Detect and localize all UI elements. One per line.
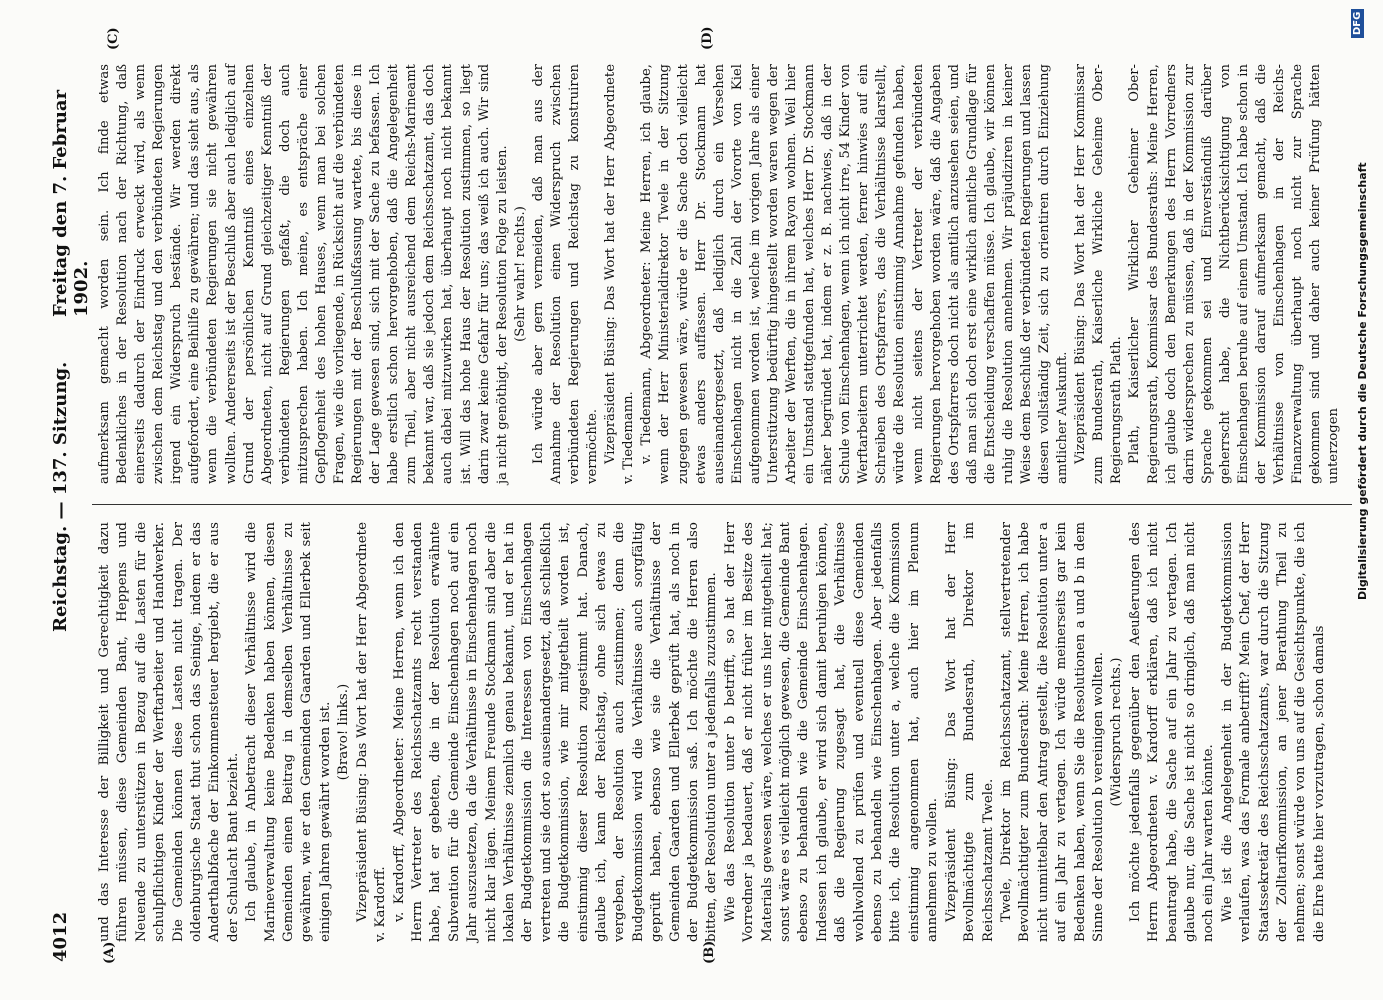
- marker-c: (C): [106, 27, 121, 50]
- paragraph: Ich würde aber gern vermeiden, daß man aus der Annahme der Resolution einen Widerspruch zwischen verbündeten Regierungen und Reichstag zu konstruiren vermöchte.: [530, 64, 601, 484]
- header-right-title: Freitag den 7. Februar 1902.: [50, 89, 92, 317]
- interjection: (Bravo! links.): [336, 683, 352, 781]
- dfg-logo: DFG: [1351, 9, 1364, 38]
- paragraph: Plath, Kaiserlicher Wirklicher Geheimer Ober-Regierungsrath, Kommissar des Bundesraths: Meine Herren, ich glaube doch den Bemerkungen des Herrn Vorredners darin widersprechen zu müssen, daß in der Kommission zur Sprache gekommen sei und Einverständniß darüber geherrscht habe, die Nichtberücksichtigung von Einschenhagen beruhe auf einem Umstand. Ich habe schon in der Kommission darauf aufmerksam gemacht, daß die Verhältnisse von Einschenhagen in der Reichs-Finanzverwaltung überhaupt noch nicht zur Sprache gekommen sind und daher auch keiner Prüfung hätten unterzogen: [1127, 64, 1342, 484]
- marker-b: (B): [702, 940, 717, 964]
- paragraph: v. Kardorff, Abgeordneter: Meine Herren, wenn ich den Herrn Vertreter des Reichsschatzamts recht verstanden habe, hat er gebeten, die in der Resolution erwähnte Subvention für die Gemeinde Einschenhagen noch auf ein Jahr auszusetzen, da die Verhältnisse in Einschenhagen noch nicht klar lägen. Meinem Freunde Stockmann sind aber die lokalen Verhältnisse ziemlich genau bekannt, und er hat in der Budgetkommission die Interessen von Einschenhagen vertreten und sie dort so auseinandergesetzt, daß schließlich die Budgetkommission, wie mir mitgetheilt worden ist, einstimmig dieser Resolution zugestimmt hat. Danach, glaube ich, kann der Reichstag, ohne sich etwas zu vergeben, der Resolution auch zustimmen; denn die Budgetkommission wird die Verhältnisse auch sorgfältig geprüft haben, ebenso wie sie die Verhältnisse der Gemeinden Gaarden und Ellerbek geprüft hat, als noch in der Budgetkommission saß. Ich möchte die Herren also bitten, der Resolution unter a jedenfalls zuzustimmen.: [391, 522, 720, 942]
- paragraph: und das Interesse der Billigkeit und Gerechtigkeit dazu führen müssen, diese Gemeinden Bant, Heppens und Neuende zu unterstützen in Bezug auf die Lasten für die schulpflichtigen Kinder der Werftarbeiter und Handwerker. Die Gemeinden können diese Lasten nicht tragen. Der oldenburgische Staat thut schon das Seinige, indem er das Anderthalbfache der Einkommensteuer hergiebt, die er aus der Schulacht Bant bezieht.: [97, 522, 241, 942]
- speaker-intro: Vizepräsident Büsing: Das Wort hat der Herr Abgeordnete v. Kardorff.: [354, 522, 389, 942]
- marker-d: (D): [700, 26, 715, 50]
- page-number: 4012: [50, 911, 71, 962]
- right-column: [96, 64, 1343, 484]
- paragraph: Wie das Resolution unter b betrifft, so hat der Herr Vorredner ja bedauert, daß er nicht früher im Besitze des Materials gewesen wäre, welches er uns hier mitgetheilt hat; sonst wäre es vielleicht möglich gewesen, die Gemeinde Bant ebenso zu behandeln wie die Gemeinde Einschenhagen. Indessen ich glaube, er wird sich damit beruhigen können, daß die Regierung zugesagt hat, die Verhältnisse wohlwollend zu prüfen und eventuell diese Gemeinden ebenso zu behandeln wie Einschenhagen. Aber jedenfalls bitte ich, die Resolution unter a, welche die Kommission einstimmig angenommen hat, auch hier im Plenum annehmen zu wollen.: [722, 522, 941, 942]
- column-divider: [92, 504, 1352, 505]
- paragraph: Ich glaube, in Anbetracht dieser Verhältnisse wird die Marineverwaltung keine Bedenken haben können, diesen Gemeinden einen Beitrag in demselben Verhältnisse zu gewähren, wie er den Gemeinden Gaarden und Ellerbek seit einigen Jahren gewährt worden ist.: [244, 522, 333, 942]
- paragraph: Wie ist die Angelegenheit in der Budgetkommission verlaufen, was das Formale anbetrifft? Mein Chef, der Herr Staatssekretär des Reichsschatzamts, war durch die Sitzung der Zolltarifkommission, an jener Berathung Theil zu nehmen; sonst würde von uns auf die Gesichtspunkte, die ich die Ehre hatte hier vorzutragen, schon damals: [1219, 522, 1327, 942]
- speaker-intro: Vizepräsident Büsing: Das Wort hat der Herr Bevollmächtigte zum Bundesrath, Direktor im Reichsschatzamt Twele.: [943, 522, 996, 942]
- digitization-credit: Digitalisierung gefördert durch die Deutsche Forschungsgemeinschaft: [1356, 162, 1369, 600]
- interjection: (Widerspruch rechts.): [1109, 657, 1125, 807]
- paragraph: v. Tiedemann, Abgeordneter: Meine Herren, ich glaube, wenn der Herr Ministerialdirektor Twele in der Sitzung zugegen gewesen wäre, würde er die Sache doch vielleicht etwas anders auffassen. Herr Dr. Stockmann hat auseinandergesetzt, daß lediglich durch ein Versehen Einschenhagen nicht in die Zahl der Vororte von Kiel aufgenommen worden ist, welche im vorigen Jahre als einer Unterstützung bedürftig hingestellt worden waren wegen der Arbeiter der Werften, die in ihrem Rayon wohnen. Weil hier ein Umstand stattgefunden hat, welches Herr Dr. Stockmann näher begründet hat, indem er z. B. nachwies, daß in der Schule von Einschenhagen, wenn ich nicht irre, 54 Kinder von Werftarbeitern unterrichtet werden, ferner hinwies auf ein Schreiben des Ortspfarrers, das die Verhältnisse klarstellt, würde die Resolution einstimmig Annahme gefunden haben, wenn nicht seitens der Vertreter der verbündeten Regierungen hervorgehoben worden wäre, daß die Angaben des Ortspfarrers doch nicht als amtlich anzusehen seien, und daß man sich doch erst eine wirklich amtliche Grundlage für die Entscheidung verschaffen müsse. Ich glaube, wir können ruhig die Resolution annehmen. Wir präjudiziren in keiner Weise dem Beschluß der verbündeten Regierungen und lassen diesen vollständig Zeit, sich zu orientiren durch Einziehung amtlicher Auskunft.: [639, 64, 1071, 484]
- paragraph: aufmerksam gemacht worden sein. Ich finde etwas Bedenkliches in der Resolution nach der Richtung, daß einerseits dadurch der Eindruck erweckt wird, als wenn zwischen dem Reichstag und den verbündeten Regierungen irgend ein Widerspruch bestände. Wir werden direkt aufgefordert, eine Beihilfe zu gewähren; und das sieht aus, als wenn die verbündeten Regierungen sie nicht gewähren wollten. Andererseits ist der Beschluß aber auch lediglich auf Grund der persönlichen Kenntniß eines einzelnen Abgeordneten, nicht auf Grund gleichzeitiger Kenntniß der verbündeten Regierungen gefaßt, die doch auch mitzusprechen haben. Ich meine, es entspräche einer Gepflogenheit des hohen Hauses, wenn man bei solchen Fragen, wie die vorliegende, in Rücksicht auf die verbündeten Regierungen mit der Beschlußfassung wartete, bis diese in der Lage gewesen sind, sich mit der Sache zu befassen. Ich habe erstlich schon hervorgehoben, daß die Angelegenheit zum Theil, aber nicht ausreichend dem Reichs-Marineamt bekannt war, daß sie jedoch dem Reichsschatzamt, das doch auch dabei mitzuwirken hat, überhaupt noch nicht bekannt ist. Will das hohe Haus der Resolution zustimmen, so liegt darin zwar keine Gefahr für uns; das weiß ich auch. Wir sind ja nicht genöthigt, der Resolution Folge zu leisten.: [97, 64, 510, 484]
- header-left-title: Reichstag. — 137. Sitzung.: [50, 361, 71, 632]
- left-column: [96, 522, 1329, 942]
- speaker-intro: Vizepräsident Büsing: Das Wort hat der Herr Abgeordnete v. Tiedemann.: [603, 64, 637, 484]
- paragraph: Twele, Direktor im Reichsschatzamt, stellvertretender Bevollmächtigter zum Bundesrath: Meine Herren, ich habe nicht unmittelbar den Antrag gestellt, die Resolution unter a auf ein Jahr zu vertagen. Ich würde meinerseits gar kein Bedenken haben, wenn Sie die Resolutionen a und b in dem Sinne der Resolution b vereinigen wollten.: [998, 522, 1106, 942]
- speaker-intro: Vizepräsident Büsing: Das Wort hat der Herr Kommissar zum Bundesrath, Kaiserliche Wirkliche Geheime Ober-Regierungsrath Plath.: [1073, 64, 1125, 484]
- interjection: (Sehr wahr! rechts.): [512, 206, 528, 342]
- marker-a: (A): [102, 941, 117, 964]
- paragraph: Ich möchte jedenfalls gegenüber den Aeußerungen des Herrn Abgeordneten v. Kardorff erklären, daß ich nicht beantragt habe, die Sache auf ein Jahr zu vertagen. Ich glaube nur, die Sache ist nicht so dringlich, daß man nicht noch ein Jahr warten könnte.: [1127, 522, 1217, 942]
- page-header: [48, 32, 92, 962]
